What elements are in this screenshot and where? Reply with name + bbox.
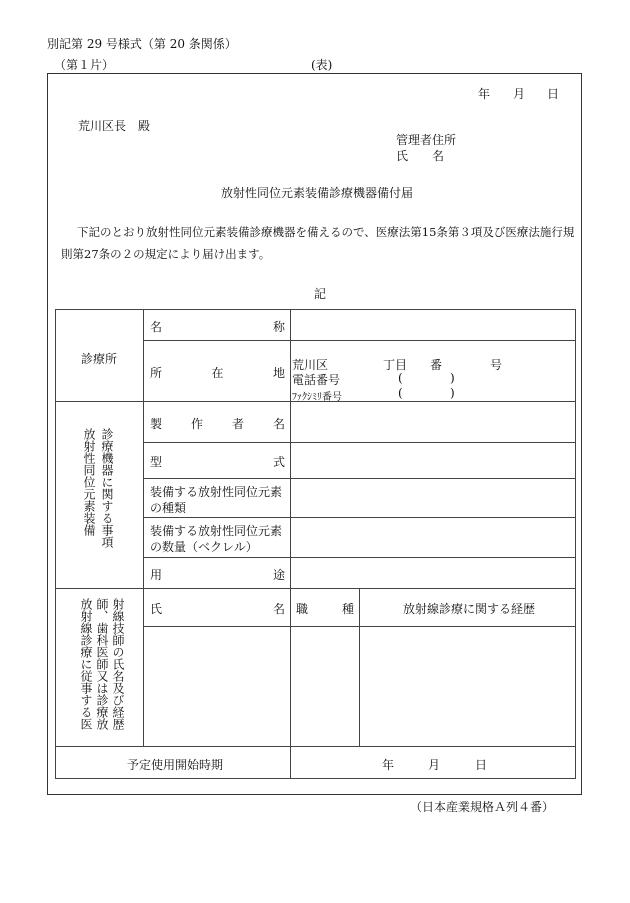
staff-section-label-2: 師、歯科医師又は診療放 [95,598,109,730]
clinic-ban: 番 [430,358,443,372]
footer-note: （日本産業規格Ａ列４番） [410,800,555,814]
start-month: 月 [428,758,441,772]
device-section-label-2: 診療機器に関する事項 [100,428,114,548]
staff-job-header: 職 種 [296,602,354,616]
start-year: 年 [382,758,395,772]
phone-paren-open: ( [398,371,403,385]
ki-label: 記 [314,287,327,301]
sheet-label: （第１片） [54,58,115,72]
row-line-8 [143,626,576,627]
device-type-label-1: 装備する放射性同位元素 [150,485,283,499]
manager-name-label: 氏 名 [396,149,445,163]
staff-name-header: 氏 名 [150,602,285,616]
phone-paren-close: ) [450,371,455,385]
row-line-9 [55,746,576,747]
staff-section-label-3: 射線技師の氏名及び経歴 [111,598,125,730]
body-text-1: 下記のとおり放射性同位元素装備診療機器を備えるので、医療法第15条第３項及び医療法施行規 [77,225,575,239]
device-maker-label: 製 作 者 名 [150,417,285,431]
clinic-go: 号 [490,358,503,372]
device-section-label-1: 放射性同位元素装備 [82,428,96,536]
clinic-phone-label: 電話番号 [292,373,341,387]
col-divider-2 [290,309,291,779]
body-text-2: 則第27条の２の規定により届け出ます。 [61,247,271,261]
col-divider-1 [143,309,144,746]
device-model-label: 型 式 [150,455,285,469]
form-id: 別記第 29 号様式（第 20 条関係） [47,37,237,51]
row-line-6 [143,557,576,558]
date-day: 日 [547,87,560,101]
clinic-chome: 丁目 [383,358,408,372]
clinic-location-label: 所 在 地 [150,366,285,380]
document-title: 放射性同位元素装備診療機器備付届 [221,186,414,200]
start-day: 日 [475,758,488,772]
table-left-border [55,309,56,779]
staff-career-header: 放射線診療に関する経歴 [403,602,536,616]
fax-paren-close: ) [450,386,455,400]
table-bottom-border [55,778,576,779]
row-line-1 [143,340,576,341]
clinic-fax-label: ﾌｧｸｼﾐﾘ番号 [292,392,342,403]
device-qty-label-2: の数量（ベクレル） [150,540,258,554]
row-line-4 [143,478,576,479]
table-right-border [575,309,576,779]
row-line-7 [55,588,576,589]
addressee: 荒川区長 殿 [78,119,151,133]
row-line-3 [143,442,576,443]
clinic-section-label: 診療所 [81,352,118,366]
device-type-label-2: の種類 [150,501,187,515]
fax-paren-open: ( [398,386,403,400]
start-label: 予定使用開始時期 [127,758,224,772]
date-month: 月 [513,87,526,101]
form-frame [47,73,582,795]
table-top-border [55,309,576,310]
date-year: 年 [478,87,491,101]
manager-address: 管理者住所 [396,133,457,147]
staff-section-label-1: 放射線診療に従事する医 [79,598,93,730]
col-divider-3 [359,588,360,746]
device-qty-label-1: 装備する放射性同位元素 [150,524,283,538]
row-line-5 [143,517,576,518]
clinic-name-label: 名 称 [150,320,285,334]
clinic-ward: 荒川区 [292,358,329,372]
side-label: (表) [311,58,333,72]
device-use-label: 用 途 [150,568,285,582]
